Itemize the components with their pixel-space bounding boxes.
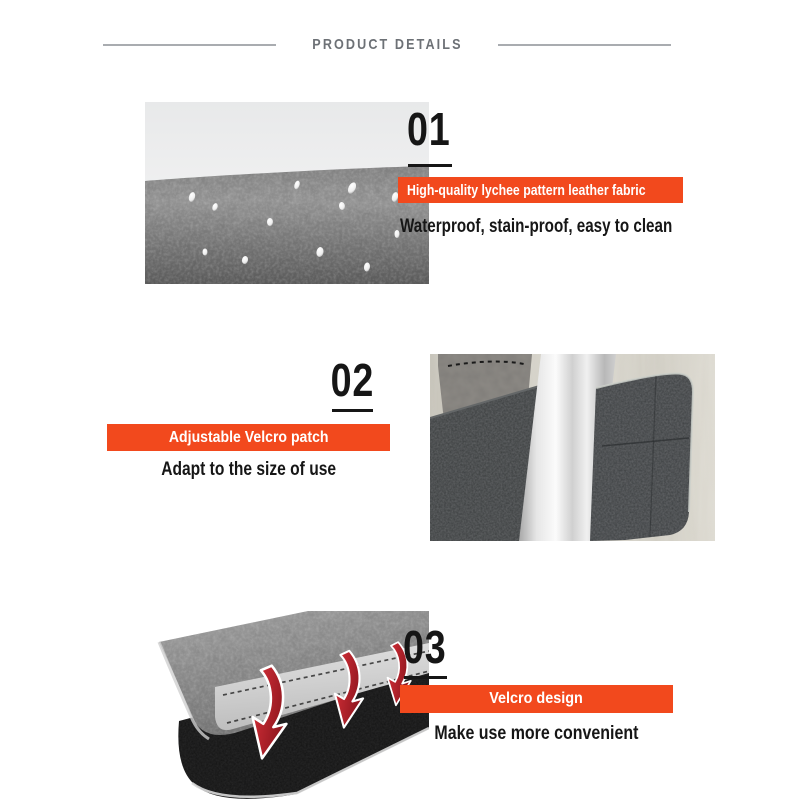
feature-section-1 <box>398 103 708 256</box>
section-2-number: 02 <box>330 354 374 406</box>
section-3-number-underline <box>404 676 447 679</box>
feature-section-3 <box>400 621 673 764</box>
section-1-banner-label: High-quality lychee pattern leather fabric <box>407 181 646 199</box>
section-2-number-underline <box>332 409 373 412</box>
section-2-banner <box>107 424 390 451</box>
header-line-right <box>498 44 671 46</box>
section-1-banner <box>398 177 683 203</box>
product-photo-velcro-design <box>145 611 429 800</box>
section-1-caption: Waterproof, stain-proof, easy to clean <box>400 216 673 237</box>
product-photo-velcro-patch <box>430 354 715 541</box>
section-1-number-underline <box>408 164 452 167</box>
velcro-design-illustration <box>145 611 429 800</box>
section-2-caption: Adapt to the size of use <box>161 459 336 480</box>
section-3-banner <box>400 685 673 713</box>
section-2-banner-label: Adjustable Velcro patch <box>168 428 329 446</box>
section-3-number: 03 <box>403 621 447 673</box>
page-title: PRODUCT DETAILS <box>311 36 463 53</box>
header <box>103 36 671 53</box>
section-1-number: 01 <box>407 103 451 155</box>
header-line-left <box>103 44 276 46</box>
leather-fabric-illustration <box>145 102 429 284</box>
velcro-patch-illustration <box>430 354 715 541</box>
section-3-banner-label: Velcro design <box>489 690 584 707</box>
product-photo-leather-fabric <box>145 102 429 284</box>
feature-section-2 <box>107 354 390 497</box>
section-3-caption: Make use more convenient <box>434 723 639 744</box>
